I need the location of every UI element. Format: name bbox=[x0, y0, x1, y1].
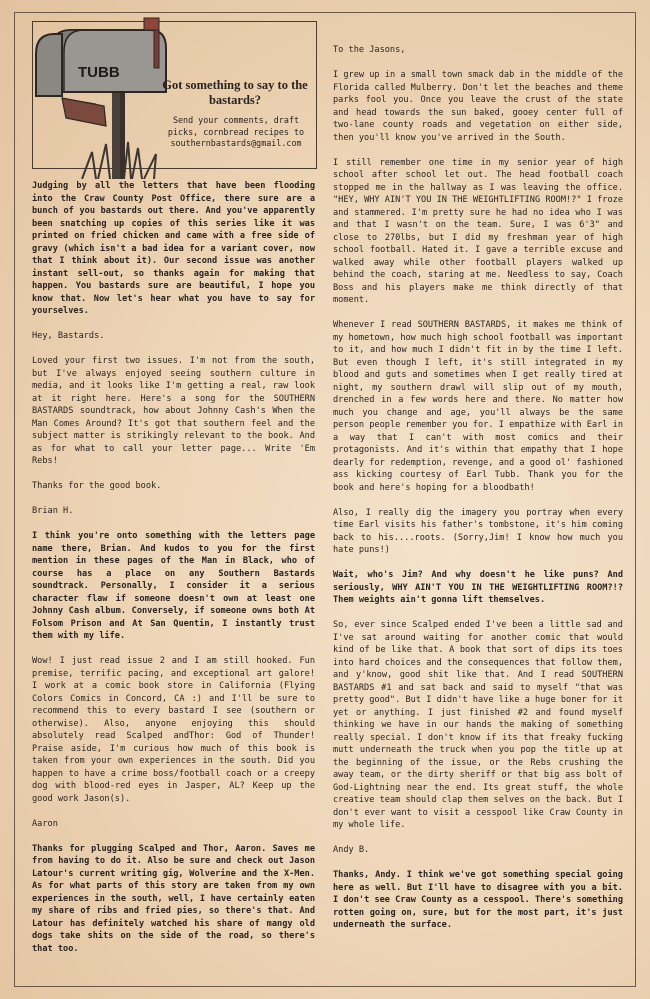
left-column bbox=[32, 180, 315, 968]
left-paragraph: Aaron bbox=[32, 818, 58, 829]
left-paragraph: Hey, Bastards. bbox=[32, 331, 105, 341]
right-paragraph: Whenever I read SOUTHERN BASTARDS, it makes me think of my hometown, how much high school football was important to it, and how much I didn't fit in by the time I left. But even though I left, it's still integrated in my blood and guts and sometimes when I get really tired at night, my southern drawl will slip out of my mouth, drenched in a few words here and there. No matter how much you change and age, you'll always be the same person people remember you for. I empathize with Earl in a way that I can't with most comics and their protagonists. And it's within that empathy that I hope dearly for redemption, revenge, and a good ol' fashioned ass kicking courtesy of Earl Tubb. Thank you for the book and here's hoping for a bloodbath! bbox=[333, 320, 623, 493]
left-paragraph: Brian H. bbox=[32, 506, 74, 516]
mailbox-heading: Got something to say to the bastards? bbox=[162, 78, 308, 107]
right-paragraph: To the Jasons, bbox=[333, 45, 406, 55]
right-paragraph: Also, I really dig the imagery you portray when every time Earl visits his father's tombstone, it's him coming back to his....roots. (Sorry,Jim! I know how much you hate puns!) bbox=[333, 507, 623, 555]
right-column bbox=[333, 44, 623, 944]
right-paragraph: So, ever since Scalped ended I've been a little sad and I've sat around waiting for another comic that would kind of be like that. A book that sort of dips its toes into hard choices and the consequences that follow them, and y'know, good shit like that. And I read SOUTHERN BASTARDS #1 and sat back and said to myself "that was pretty good". But I didn't have like a huge boner for it yet or anything. I just finished #2 and found myself thinking we have in our hands the making of something really special. I don't know if its that freaky fucking mutt underneath the truck when you pop the title up at the beginning of the issue, or the Rebs crushing the away team, or the dirty sheriff or that big ass bolt of God-Lightning near the end. Its great stuff, the whole creative team should clap them selves on the back. But I don't ever want to visit a cesspool like Craw County in my whole life. bbox=[333, 620, 623, 830]
right-paragraph: Andy B. bbox=[333, 845, 370, 855]
mailbox-icon bbox=[32, 14, 172, 179]
mailbox-name-text: TUBB bbox=[78, 64, 120, 81]
left-paragraph: Thanks for plugging Scalped and Thor, Aaron. Saves me from having to do it. Also be sure and check out Jason Latour's current writing gig, Wolverine and the X-Men. As for what parts of this story are taken from my own experiences in the south, well, I have certainly eaten my share of ribs and fried pies, so there's that. And Latour has definitely watched his share of mangy old dogs take shits on the side of the road, so there's that too. bbox=[32, 843, 315, 954]
mailbox-subtext: Send your comments, draft picks, cornbread recipes to southernbastards@gmail.com bbox=[167, 115, 305, 148]
left-paragraph: I think you're onto something with the letters page name there, Brian. And kudos to you for the first mention in these pages of the Man in Black, who of course has a place on any Southern Bastards soundtrack. Personally, I consider it a serious character flaw if someone doesn't own at least one Johnny Cash album. Conversely, if someone owns both At Folsom Prison and At San Quentin, I instantly trust them with my life. bbox=[32, 531, 315, 641]
left-paragraph: Wow! I just read issue 2 and I am still hooked. Fun premise, terrific pacing, and exceptional art galore! I work at a comic book store in California (Flying Colors Comics in Concord, CA :) and I'll be sure to recommend this to every bastard I see (southern or otherwise). Also, anyone enjoying this should absolutely read Scalped andThor: God of Thunder! Praise aside, I'm curious how much of this book is taken from your own experiences in the south. Did you happen to have a crime boss/football coach or a creepy dog with blood-red eyes in Jasper, AL? Keep up the good work Jason(s). bbox=[32, 656, 315, 804]
right-paragraph: I grew up in a small town smack dab in the middle of the Florida called Mulberry. Don't let the beaches and theme parks fool you. Once you leave the crust of the state and head towards the sun baked, gooey center full of two-lane county roads and vegetation on either side, then you'll know you've arrived in the South. bbox=[333, 70, 623, 143]
left-paragraph: Thanks for the good book. bbox=[32, 481, 162, 491]
right-paragraph: Thanks, Andy. I think we've got something special going here as well. But I'll have to disagree with you a bit. I don't see Craw County as a cesspool. There's something rotten going on, sure, but for the most part, it's just underneath the surface. bbox=[333, 870, 623, 930]
left-paragraph: Judging by all the letters that have been flooding into the Craw County Post Office, there sure are a bunch of you bastards out there. And you've apparently been snatching up copies of this series like it was printed on fried chicken and came with a free side of gravy (which isn't a bad idea for a variant cover, now that I think about it). Our second issue was another instant sell-out, so thanks again for making that happen. You bastards sure are beautiful, I hope you know that. Now let's hear what you have to say for yourselves. bbox=[32, 181, 315, 316]
right-paragraph: I still remember one time in my senior year of high school after school let out. The head football coach stopped me in the hallway as I was leaving the office. "HEY, WHY AIN'T YOU IN THE WEIGHTLIFTING ROOM!?" I froze and stammered. I'm pretty sure he had no idea who I was and that I wasn't on the team. Sure, I was 6'3" and close to 270lbs, but I did my freshman year of high school football. Hated it. I gave a terrible excuse and walked away while other football players walked up behind the coach, staring at me. Needless to say, Coach Boss and his players make me think directly of that moment. bbox=[333, 157, 623, 305]
right-paragraph: Wait, who's Jim? And why doesn't he like puns? And seriously, WHY AIN'T YOU IN THE WEIGHTLIFTING ROOM?!? Them weights ain't gonna lift themselves. bbox=[333, 570, 623, 605]
left-paragraph: Loved your first two issues. I'm not from the south, but I've always enjoyed seeing southern culture in media, and it looks like I'm getting a real, raw look at it right here. Here's a song for the SOUTHERN BASTARDS soundtrack, how about Johnny Cash's When the Man Comes Around? It's got that southern feel and the subject matter is strikingly relevant to the book. And as for what to call your letter page... Write 'Em Rebs! bbox=[32, 356, 315, 466]
